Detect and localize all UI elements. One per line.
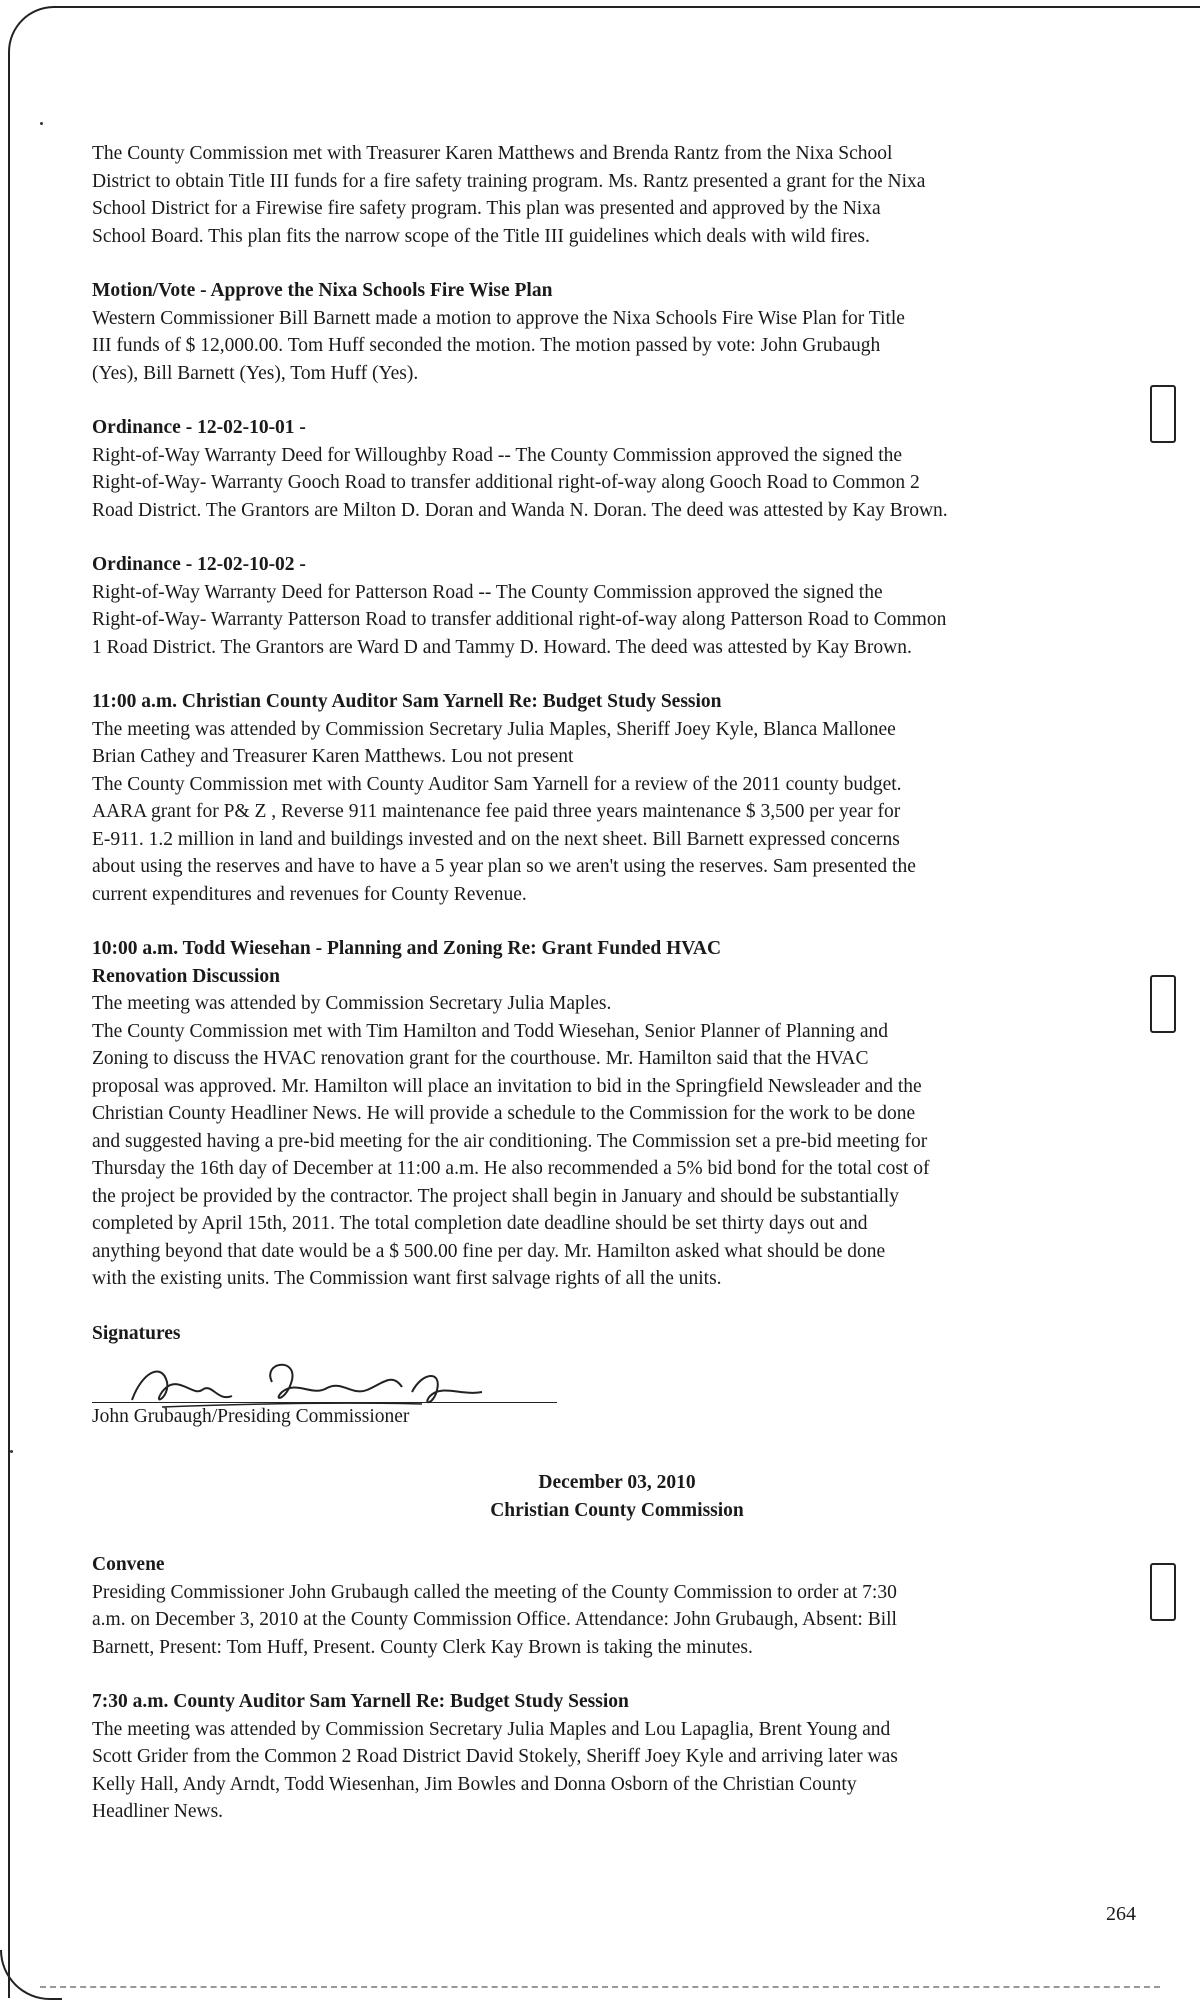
convene-section	[92, 1551, 1142, 1661]
text-line: Right-of-Way- Warranty Gooch Road to transfer additional right-of-way along Gooch Road to Common 2	[92, 472, 920, 493]
signatures-heading: Signatures	[92, 1322, 181, 1344]
text-line: The County Commission met with Tim Hamilton and Todd Wiesehan, Senior Planner of Planning and	[92, 1020, 889, 1042]
signature-block	[92, 1347, 1142, 1429]
text-line: The meeting was attended by Commission Secretary Julia Maples and Lou Lapaglia, Brent Young and	[92, 1718, 891, 1740]
page-number: 264	[1106, 1903, 1136, 1925]
text-line: Barnett, Present: Tom Huff, Present. County Clerk Kay Brown is taking the minutes.	[92, 1636, 753, 1658]
text-line: E-911. 1.2 million in land and buildings invested and on the next sheet. Bill Barnett expressed concerns	[92, 828, 900, 850]
text-line: Zoning to discuss the HVAC renovation grant for the courthouse. Mr. Hamilton said that the HVAC	[92, 1048, 869, 1069]
section-heading: Ordinance - 12-02-10-01 -	[92, 417, 306, 438]
text-line: with the existing units. The Commission want first salvage rights of all the units.	[92, 1268, 722, 1289]
text-line: The County Commission met with County Auditor Sam Yarnell for a review of the 2011 county budget.	[92, 773, 902, 795]
margin-checkbox	[1150, 975, 1176, 1033]
budget-study-section	[92, 688, 1142, 908]
meeting-body: Christian County Commission	[490, 1499, 744, 1521]
section-heading: Motion/Vote - Approve the Nixa Schools Fire Wise Plan	[92, 280, 553, 301]
text-line: AARA grant for P& Z , Reverse 911 maintenance fee paid three years maintenance $ 3,500 per year for	[92, 801, 901, 822]
text-line: Right-of-Way- Warranty Patterson Road to transfer additional right-of-way along Patterson Road to Common	[92, 609, 947, 630]
text-line: a.m. on December 3, 2010 at the County Commission Office. Attendance: John Grubaugh, Absent: Bill	[92, 1609, 897, 1630]
text-line: (Yes), Bill Barnett (Yes), Tom Huff (Yes).	[92, 362, 419, 384]
section-heading: Ordinance - 12-02-10-02 -	[92, 554, 306, 575]
meeting-header	[92, 1469, 1142, 1524]
ordinance-01-section	[92, 414, 1142, 524]
text-line: III funds of $ 12,000.00. Tom Huff seconded the motion. The motion passed by vote: John Grubaugh	[92, 335, 881, 356]
signature-caption: John Grubaugh/Presiding Commissioner	[92, 1406, 410, 1427]
signatures-section	[92, 1320, 1142, 1430]
text-line: District to obtain Title III funds for a fire safety training program. Ms. Rantz presented a grant for the Nixa	[92, 170, 926, 192]
ordinance-02-section	[92, 551, 1142, 661]
meeting-date: December 03, 2010	[538, 1472, 696, 1493]
scan-speck	[40, 122, 43, 125]
section-heading: 10:00 a.m. Todd Wiesehan - Planning and Zoning Re: Grant Funded HVAC	[92, 938, 722, 959]
text-line: The meeting was attended by Commission Secretary Julia Maples.	[92, 993, 612, 1014]
text-line: 1 Road District. The Grantors are Ward D and Tammy D. Howard. The deed was attested by Kay Brown.	[92, 636, 912, 658]
text-line: about using the reserves and have to have a 5 year plan so we aren't using the reserves. Sam presented the	[92, 856, 916, 877]
section-heading: 11:00 a.m. Christian County Auditor Sam Yarnell Re: Budget Study Session	[92, 691, 722, 712]
hvac-section	[92, 935, 1142, 1293]
text-line: Road District. The Grantors are Milton D. Doran and Wanda N. Doran. The deed was attested by Kay Brown.	[92, 499, 948, 521]
scan-noise	[40, 1986, 1160, 1991]
text-line: Right-of-Way Warranty Deed for Willoughby Road -- The County Commission approved the signed the	[92, 444, 903, 466]
text-line: current expenditures and revenues for County Revenue.	[92, 883, 527, 905]
text-line: School Board. This plan fits the narrow scope of the Title III guidelines which deals with wild fires.	[92, 225, 870, 247]
section-heading: 7:30 a.m. County Auditor Sam Yarnell Re: Budget Study Session	[92, 1691, 629, 1712]
motion-vote-section	[92, 277, 1142, 387]
text-line: proposal was approved. Mr. Hamilton will place an invitation to bid in the Springfield Newsleader and the	[92, 1075, 922, 1097]
text-line: the project be provided by the contractor. The project shall begin in January and should be substantially	[92, 1185, 900, 1207]
text-line: Christian County Headliner News. He will provide a schedule to the Commission for the work to be done	[92, 1103, 916, 1124]
text-line: anything beyond that date would be a $ 500.00 fine per day. Mr. Hamilton asked what should be done	[92, 1240, 886, 1262]
text-line: Western Commissioner Bill Barnett made a motion to approve the Nixa Schools Fire Wise Plan for Title	[92, 307, 905, 329]
text-line: School District for a Firewise fire safety program. This plan was presented and approved by the Nixa	[92, 198, 881, 219]
text-line: Brian Cathey and Treasurer Karen Matthews. Lou not present	[92, 746, 574, 767]
text-line: Thursday the 16th day of December at 11:00 a.m. He also recommended a 5% bid bond for the total cost of	[92, 1158, 930, 1179]
text-line: Right-of-Way Warranty Deed for Patterson Road -- The County Commission approved the signed the	[92, 581, 883, 603]
margin-checkbox	[1150, 385, 1176, 443]
text-line: The County Commission met with Treasurer Karen Matthews and Brenda Rantz from the Nixa School	[92, 143, 893, 164]
text-line: completed by April 15th, 2011. The total completion date deadline should be set thirty days out and	[92, 1213, 868, 1234]
section-heading-continued: Renovation Discussion	[92, 965, 280, 987]
text-line: Presiding Commissioner John Grubaugh called the meeting of the County Commission to order at 7:30	[92, 1581, 897, 1603]
text-line: Kelly Hall, Andy Arndt, Todd Wiesenhan, Jim Bowles and Donna Osborn of the Christian County	[92, 1773, 857, 1795]
text-line: Headliner News.	[92, 1801, 224, 1822]
text-line: and suggested having a pre-bid meeting for the air conditioning. The Commission set a pre-bid meeting for	[92, 1130, 928, 1152]
scan-speck	[10, 1450, 13, 1453]
section-heading: Convene	[92, 1554, 165, 1575]
document-body	[92, 140, 1142, 1853]
margin-checkbox	[1150, 1563, 1176, 1621]
text-line: The meeting was attended by Commission Secretary Julia Maples, Sheriff Joey Kyle, Blanca Mallonee	[92, 718, 896, 740]
budget-study-section-2	[92, 1688, 1142, 1826]
text-line: Scott Grider from the Common 2 Road District David Stokely, Sheriff Joey Kyle and arriving later was	[92, 1746, 898, 1767]
intro-paragraph	[92, 140, 1142, 250]
